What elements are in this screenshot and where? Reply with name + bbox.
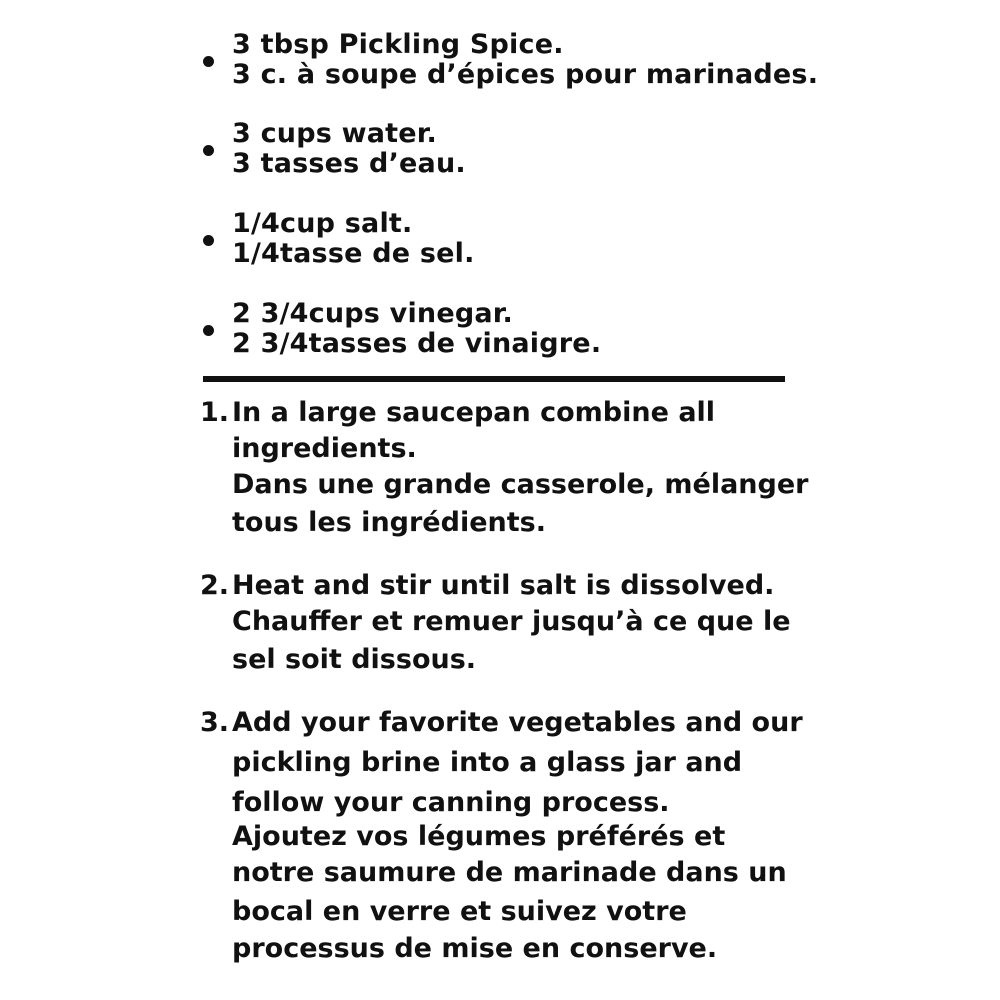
step-text-line: ingredients.	[232, 433, 417, 464]
ingredient-french: 3 tasses d’eau.	[232, 148, 466, 179]
ingredient-english: 1/4cup salt.	[232, 208, 413, 239]
step-text-line: Heat and stir until salt is dissolved.	[232, 570, 775, 601]
step-text-line: processus de mise en conserve.	[232, 933, 718, 964]
step-text-line: bocal en verre et suivez votre	[232, 896, 687, 927]
bullet-icon	[203, 56, 214, 67]
step-number: 2.	[200, 570, 230, 601]
bullet-icon	[203, 235, 214, 246]
ingredient-french: 2 3/4tasses de vinaigre.	[232, 328, 602, 359]
section-divider	[203, 376, 785, 382]
ingredient-english: 2 3/4cups vinegar.	[232, 298, 513, 329]
step-text-line: Dans une grande casserole, mélanger	[232, 469, 809, 500]
step-text-line: In a large saucepan combine all	[232, 397, 716, 428]
step-text-line: Ajoutez vos légumes préférés et	[232, 821, 726, 852]
step-number: 3.	[200, 707, 230, 738]
ingredient-english: 3 cups water.	[232, 118, 437, 149]
step-text-line: Chauffer et remuer jusqu’à ce que le	[232, 606, 791, 637]
step-number: 1.	[200, 397, 230, 428]
ingredient-english: 3 tbsp Pickling Spice.	[232, 29, 564, 60]
bullet-icon	[203, 325, 214, 336]
step-text-line: pickling brine into a glass jar and	[232, 747, 743, 778]
step-text-line: follow your canning process.	[232, 787, 670, 818]
ingredient-french: 1/4tasse de sel.	[232, 238, 475, 269]
step-text-line: notre saumure de marinade dans un	[232, 857, 787, 888]
ingredient-item	[200, 119, 800, 189]
ingredient-french: 3 c. à soupe d’épices pour marinades.	[232, 59, 819, 90]
step-text-line: Add your favorite vegetables and our	[232, 707, 803, 738]
bullet-icon	[203, 145, 214, 156]
ingredient-item	[200, 29, 819, 100]
ingredient-item	[200, 299, 800, 369]
step-text-line: sel soit dissous.	[232, 644, 477, 675]
ingredient-item	[200, 209, 800, 279]
step-text-line: tous les ingrédients.	[232, 507, 546, 538]
